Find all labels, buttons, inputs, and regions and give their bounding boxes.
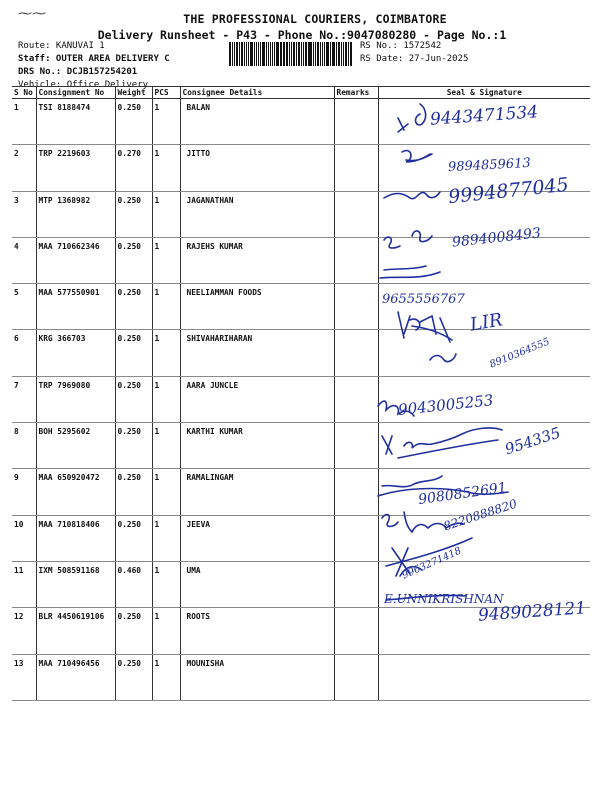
row-sno: 4 bbox=[12, 237, 36, 283]
handwritten-phone: 9489028121 bbox=[477, 598, 587, 626]
weight: 0.270 bbox=[115, 145, 152, 191]
consignee-name: KARTHI KUMAR bbox=[180, 423, 334, 469]
consignee-name: SHIVAHARIHARAN bbox=[180, 330, 334, 376]
weight: 0.250 bbox=[115, 608, 152, 654]
weight: 0.250 bbox=[115, 191, 152, 237]
remarks-cell bbox=[334, 99, 378, 145]
signature-cell bbox=[378, 515, 590, 561]
handwritten-phone: 9894859613 bbox=[447, 155, 532, 176]
pieces: 1 bbox=[152, 237, 180, 283]
table-row bbox=[12, 376, 590, 422]
consignment-number: MTP 1368982 bbox=[36, 191, 115, 237]
table-row bbox=[12, 654, 590, 700]
handwritten-phone: 9963271418 bbox=[400, 545, 464, 582]
consignment-number: IXM 508591168 bbox=[36, 561, 115, 607]
weight: 0.250 bbox=[115, 654, 152, 700]
barcode bbox=[229, 42, 353, 66]
row-sno: 11 bbox=[12, 561, 36, 607]
drs-line: DRS No.: DCJB157254201 bbox=[18, 67, 138, 77]
pieces: 1 bbox=[152, 469, 180, 515]
pieces: 1 bbox=[152, 423, 180, 469]
signature-cell bbox=[378, 654, 590, 700]
consignment-number: MAA 710496456 bbox=[36, 654, 115, 700]
handwritten-phone: 8910364555 bbox=[488, 336, 552, 371]
pieces: 1 bbox=[152, 191, 180, 237]
remarks-cell bbox=[334, 330, 378, 376]
vehicle-line: Vehicle: Office Delivery bbox=[18, 79, 149, 90]
row-sno: 3 bbox=[12, 191, 36, 237]
row-sno: 10 bbox=[12, 515, 36, 561]
pieces: 1 bbox=[152, 654, 180, 700]
pieces: 1 bbox=[152, 376, 180, 422]
rs-info bbox=[360, 40, 468, 65]
rs-date: RS Date: 27-Jun-2025 bbox=[360, 53, 469, 64]
table-row bbox=[12, 515, 590, 561]
remarks-cell bbox=[334, 423, 378, 469]
row-sno: 1 bbox=[12, 99, 36, 145]
row-sno: 12 bbox=[12, 608, 36, 654]
col-sno: S No bbox=[12, 87, 36, 99]
weight: 0.250 bbox=[115, 423, 152, 469]
row-sno: 5 bbox=[12, 284, 36, 330]
consignee-name: ROOTS bbox=[180, 608, 334, 654]
runsheet-title: Delivery Runsheet - P43 - Phone No.:9047080280 - Page No.:1 bbox=[97, 28, 507, 42]
weight: 0.250 bbox=[115, 237, 152, 283]
remarks-cell bbox=[334, 654, 378, 700]
weight: 0.250 bbox=[115, 376, 152, 422]
row-sno: 7 bbox=[12, 376, 36, 422]
consignment-number: MAA 710818406 bbox=[36, 515, 115, 561]
scan-mark: ⁓⁓ bbox=[18, 6, 46, 22]
handwritten-phone: 9080852691 bbox=[417, 479, 508, 509]
consignee-name: NEELIAMMAN FOODS bbox=[180, 284, 334, 330]
handwritten-phone: 9443471534 bbox=[429, 102, 539, 130]
handwritten-phone: 9043005253 bbox=[397, 391, 495, 419]
weight: 0.250 bbox=[115, 284, 152, 330]
handwritten-phone: 954335 bbox=[502, 423, 563, 459]
consignment-number: BLR 4450619106 bbox=[36, 608, 115, 654]
row-sno: 8 bbox=[12, 423, 36, 469]
col-remarks: Remarks bbox=[334, 87, 378, 99]
signature-cell bbox=[378, 330, 590, 376]
remarks-cell bbox=[334, 469, 378, 515]
row-sno: 2 bbox=[12, 145, 36, 191]
consignee-name: UMA bbox=[180, 561, 334, 607]
weight: 0.250 bbox=[115, 99, 152, 145]
route-line: Route: KANUVAI 1 bbox=[18, 41, 105, 51]
remarks-cell bbox=[334, 284, 378, 330]
consignment-number: BOH 5295602 bbox=[36, 423, 115, 469]
remarks-cell bbox=[334, 237, 378, 283]
handwritten-phone: 9655556767 bbox=[382, 292, 465, 307]
handwritten-phone: 9894008493 bbox=[451, 225, 542, 251]
consignment-number: MAA 577550901 bbox=[36, 284, 115, 330]
consignee-name: JITTO bbox=[180, 145, 334, 191]
pieces: 1 bbox=[152, 330, 180, 376]
col-pcs: PCS bbox=[152, 87, 180, 99]
weight: 0.250 bbox=[115, 515, 152, 561]
col-consignment: Consignment No bbox=[36, 87, 115, 99]
consignee-name: JAGANATHAN bbox=[180, 191, 334, 237]
col-signature: Seal & Signature bbox=[378, 87, 590, 99]
weight: 0.250 bbox=[115, 469, 152, 515]
row-sno: 9 bbox=[12, 469, 36, 515]
pieces: 1 bbox=[152, 561, 180, 607]
remarks-cell bbox=[334, 191, 378, 237]
consignment-number: KRG 366703 bbox=[36, 330, 115, 376]
table-header-row bbox=[12, 87, 590, 99]
consignee-name: AARA JUNCLE bbox=[180, 376, 334, 422]
handwritten-phone: 9994877045 bbox=[447, 173, 570, 209]
pieces: 1 bbox=[152, 608, 180, 654]
consignee-name: RAMALINGAM bbox=[180, 469, 334, 515]
staff-line: Staff: OUTER AREA DELIVERY C bbox=[18, 53, 170, 64]
handwritten-phone: 8220888820 bbox=[441, 496, 519, 534]
consignee-name: JEEVA bbox=[180, 515, 334, 561]
rs-number: RS No.: 1572542 bbox=[360, 41, 442, 51]
weight: 0.460 bbox=[115, 561, 152, 607]
pieces: 1 bbox=[152, 145, 180, 191]
remarks-cell bbox=[334, 376, 378, 422]
consignee-name: RAJEHS KUMAR bbox=[180, 237, 334, 283]
consignment-number: TSI 8188474 bbox=[36, 99, 115, 145]
pieces: 1 bbox=[152, 99, 180, 145]
row-sno: 6 bbox=[12, 330, 36, 376]
consignment-number: MAA 650920472 bbox=[36, 469, 115, 515]
handwritten-name: E.UNNIKRISHNAN bbox=[384, 592, 504, 606]
pieces: 1 bbox=[152, 284, 180, 330]
document-header bbox=[0, 12, 600, 42]
remarks-cell bbox=[334, 608, 378, 654]
consignee-name: BALAN bbox=[180, 99, 334, 145]
handwritten-phone: LIR bbox=[468, 309, 505, 336]
consignment-number: TRP 7969080 bbox=[36, 376, 115, 422]
weight: 0.250 bbox=[115, 330, 152, 376]
consignee-name: MOUNISHA bbox=[180, 654, 334, 700]
route-info bbox=[18, 40, 170, 91]
consignment-number: TRP 2219603 bbox=[36, 145, 115, 191]
remarks-cell bbox=[334, 145, 378, 191]
col-consignee: Consignee Details bbox=[180, 87, 334, 99]
consignment-number: MAA 710662346 bbox=[36, 237, 115, 283]
pieces: 1 bbox=[152, 515, 180, 561]
company-name: THE PROFESSIONAL COURIERS, COIMBATORE bbox=[183, 12, 447, 26]
row-sno: 13 bbox=[12, 654, 36, 700]
remarks-cell bbox=[334, 515, 378, 561]
col-weight: Weight bbox=[115, 87, 152, 99]
remarks-cell bbox=[334, 561, 378, 607]
